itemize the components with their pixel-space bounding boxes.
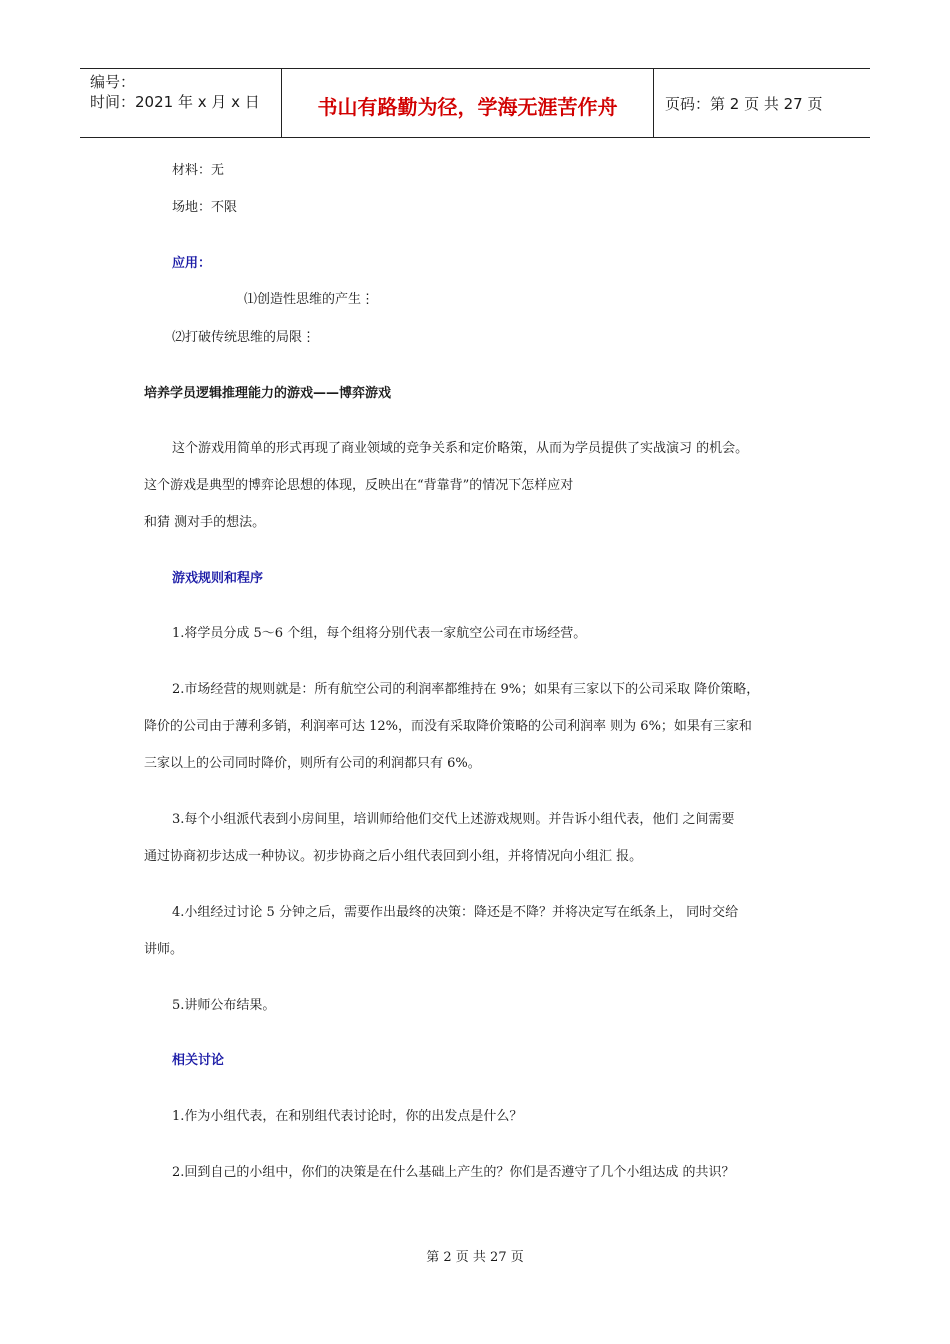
rule-2-line-1: 2.市场经营的规则就是：所有航空公司的利润率都维持在 9%；如果有三家以下的公司采取 降价策略， [172,682,760,697]
document-time-label: 时间：2021 年 x 月 x 日 [90,93,260,111]
intro-line-3: 和猜 测对手的想法。 [144,515,266,530]
page-footer: 第 2 页 共 27 页 [426,1250,524,1265]
intro-line-1: 这个游戏用简单的形式再现了商业领域的竞争关系和定价略策，从而为学员提供了实战演习 的机会。 [172,441,749,456]
header-motto-cell [282,69,654,137]
apply-item-2: ⑵打破传统思维的局限⋮ [172,330,316,345]
apply-item-1: ⑴创造性思维的产生⋮ [244,292,375,307]
rule-3-line-2: 通过协商初步达成一种协议。初步协商之后小组代表回到小组，并将情况向小组汇 报。 [144,849,643,864]
rule-2-line-3: 三家以上的公司同时降价，则所有公司的利润都只有 6%。 [144,756,481,771]
header-page-info: 页码：第 2 页 共 27 页 [665,95,823,113]
page-header [80,68,870,138]
rule-3-line-1: 3.每个小组派代表到小房间里，培训师给他们交代上述游戏规则。并告诉小组代表，他们 之间需要 [172,812,735,827]
venue-line: 场地：不限 [172,200,238,215]
rule-4-line-2: 讲师。 [144,942,184,957]
apply-heading: 应用： [172,256,212,271]
discuss-question-1: 1.作为小组代表，在和别组代表讨论时，你的出发点是什么？ [172,1109,523,1124]
header-motto: 书山有路勤为径，学海无涯苦作舟 [317,95,618,119]
game-title: 培养学员逻辑推理能力的游戏——博弈游戏 [144,386,392,401]
rules-heading: 游戏规则和程序 [172,571,264,586]
rule-5: 5.讲师公布结果。 [172,998,276,1013]
document-number-label: 编号： [90,73,136,91]
materials-line: 材料：无 [172,163,225,178]
rule-2-line-2: 降价的公司由于薄利多销，利润率可达 12%，而没有采取降价策略的公司利润率 则为 6%；如果有三家和 [144,719,752,734]
header-page-cell [655,69,870,137]
rule-1: 1.将学员分成 5～6 个组，每个组将分别代表一家航空公司在市场经营。 [172,626,587,641]
discuss-question-2: 2.回到自己的小组中，你们的决策是在什么基础上产生的？你们是否遵守了几个小组达成 的共识？ [172,1165,735,1180]
discuss-heading: 相关讨论 [172,1053,225,1068]
rule-4-line-1: 4.小组经过讨论 5 分钟之后，需要作出最终的决策：降还是不降？并将决定写在纸条上， 同时交给 [172,905,739,920]
intro-line-2: 这个游戏是典型的博弈论思想的体现，反映出在“背靠背”的情况下怎样应对 [144,478,574,493]
header-meta-cell [80,69,282,137]
